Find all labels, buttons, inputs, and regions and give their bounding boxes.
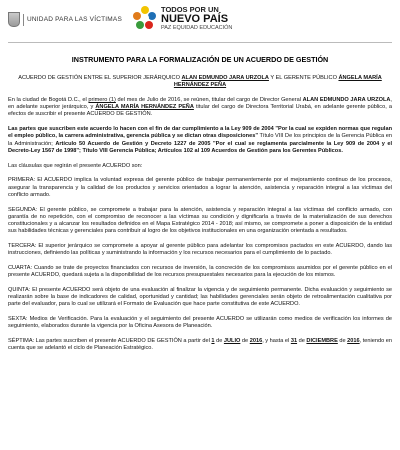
legal-basis-text: Título VIII De los principios de la Gerencia Pública en la Administración;: [8, 133, 392, 147]
logo-divider: [23, 14, 24, 26]
opening-superior: ALAN EDMUNDO JARA URZOLA: [302, 97, 391, 103]
gov-slogan-line2: NUEVO PAÍS: [161, 13, 229, 25]
document-title: INSTRUMENTO PARA LA FORMALIZACIÓN DE UN ACUERDO DE GESTIÓN: [71, 55, 329, 64]
legal-basis-paragraph: [8, 126, 392, 155]
opening-text-4: titular del cargo de Directora Territorial Urabá, en adelante gerente público, a efectos de suscribir el presente ACUERDO DE GESTIÓN.: [8, 104, 392, 118]
start-day: 1: [211, 338, 215, 345]
manager-name: ÁNGELA MARÍA HERNÁNDEZ PEÑA: [173, 75, 382, 89]
end-year: 2016: [347, 338, 360, 345]
septima-text-3: de: [240, 338, 250, 345]
document-body: [8, 75, 392, 360]
shield-icon: [8, 12, 20, 27]
gov-slogan-line1: TODOS POR UN: [161, 5, 219, 14]
opening-text-2: del mes de Julio de 2016, se reúnen, titular del cargo de Director General: [115, 97, 303, 103]
start-month: JULIO: [223, 338, 241, 345]
legal-basis-law: Las partes que suscriben este acuerdo lo hacen con el fin de dar cumplimiento a la Ley 909 de 2004 "Por la cual se expiden normas que regulan el empleo público, la carrera administrativa, gerencia pública y se dictan otras disposiciones": [8, 126, 392, 140]
clause-primera: PRIMERA: El ACUERDO implica la voluntad expresa del gerente público de trabajar permanentemente por el mejoramiento continuo de los procesos, asegurar la transparencia y la calidad de los productos y servicios orientados a lograr la atención, asistencia y reparación integral a las víctimas del conflicto armado.: [8, 177, 392, 198]
septima-text-6: de: [337, 338, 348, 345]
meeting-day: primero (1): [88, 97, 116, 103]
clause-sexta: SEXTA: Medios de Verificación. Para la evaluación y el seguimiento del presente ACUERDO se utilizarán como medios de verificación los informes de seguimiento, elaborados durante la vigencia por la Oficina Asesora de Planeación.: [8, 316, 392, 330]
clause-tercera: TERCERA: El superior jerárquico se compromete a apoyar al gerente público para adelantar los compromisos pactados en este ACUERDO, dando las instrucciones, definiendo las políticas y suministrando la información y los recursos necesarios para el cumplimiento de lo pactado.: [8, 243, 392, 257]
government-logo: [133, 6, 232, 32]
clause-quinta: QUINTA: El presente ACUERDO será objeto de una evaluación al finalizar la vigencia y de seguimiento permanente. Dicha evaluación y seguimiento se realizarán sobre la base de indicadores de calidad, oportunidad y cantidad; las habilidades gerenciales serán objeto de retroalimentación cualitativa por parte del evaluador, para lo cual se utilizará el Formato de Evaluación que hace parte constitutiva de este ACUERDO.: [8, 287, 392, 308]
clauses-intro: Las cláusulas que regirán el presente ACUERDO son:: [8, 162, 143, 169]
intro-text-2: Y EL GERENTE PÚBLICO: [268, 75, 339, 81]
victims-unit-logo: [8, 12, 122, 27]
start-year: 2016: [249, 338, 263, 345]
superior-name: ALAN EDMUNDO JARA URZOLA: [181, 75, 269, 81]
intro-text-1: ACUERDO DE GESTIÓN ENTRE EL SUPERIOR JERÁRQUICO: [18, 75, 182, 81]
septima-text-5: de: [297, 338, 307, 345]
septima-text-4: , y hasta el: [262, 338, 291, 345]
victims-unit-name: UNIDAD PARA LAS VÍCTIMAS: [27, 16, 122, 23]
septima-text-1: SÉPTIMA: Las partes suscriben el presente ACUERDO DE GESTIÓN a partir del: [8, 338, 212, 345]
clause-cuarta: CUARTA: Cuando se trate de proyectos financiados con recursos de inversión, la concreción de los compromisos asumidos por el gerente público en el presente ACUERDO, quedará sujeta a la disponibilidad de los recursos presupuestales necesarios para la ejecución de los mismos.: [8, 265, 392, 279]
septima-text-2: de: [214, 338, 224, 345]
end-day: 31: [290, 338, 298, 345]
document-header: [8, 6, 392, 40]
clause-septima: [8, 338, 392, 352]
septima-text-7: , teniendo en cuenta que se adelantó el ciclo de Planeación Estratégico.: [8, 338, 392, 352]
clause-segunda: SEGUNDA: El gerente público, se compromete a trabajar para la atención, asistencia y reparación integral a las víctimas del conflicto armado, con garantía de no repetición, con el compromiso de reconocer a las víctimas su condición y dignificarla a través de la materialización de sus derechos constitucionales y a alcanzar los resultados definidos en el Mapa Estratégico 2014 - 2018; así mismo, se compromete a poner a disposición de la entidad sus habilidades técnicas y gerenciales para contribuir al logro de los objetivos institucionales en una organización orientada a resultados.: [8, 206, 392, 235]
opening-paragraph: [8, 97, 392, 119]
gov-slogan-line3: PAZ EQUIDAD EDUCACIÓN: [161, 25, 233, 31]
flower-icon: [133, 6, 157, 32]
legal-basis-decree: Artículo 50 Acuerdo de Gestión y Decreto 1227 de 2005 "Por el cual se reglamenta parcialmente la Ley 909 de 2004 y el Decreto-Ley 1567 de 1998"; Título VIII Gerencia Pública; Artículos 102 al 109 Acuerdos de Gestión para los Gerentes Públicos.: [8, 140, 392, 154]
end-month: DICIEMBRE: [306, 338, 338, 345]
opening-text-3: , en adelante superior jerárquico, y: [8, 97, 392, 111]
agreement-intro: [8, 75, 392, 89]
header-divider: [8, 42, 392, 43]
opening-text-1: En la ciudad de Bogotá D.C., el: [8, 97, 89, 103]
opening-manager: ÁNGELA MARÍA HERNÁNDEZ PEÑA: [95, 104, 194, 111]
